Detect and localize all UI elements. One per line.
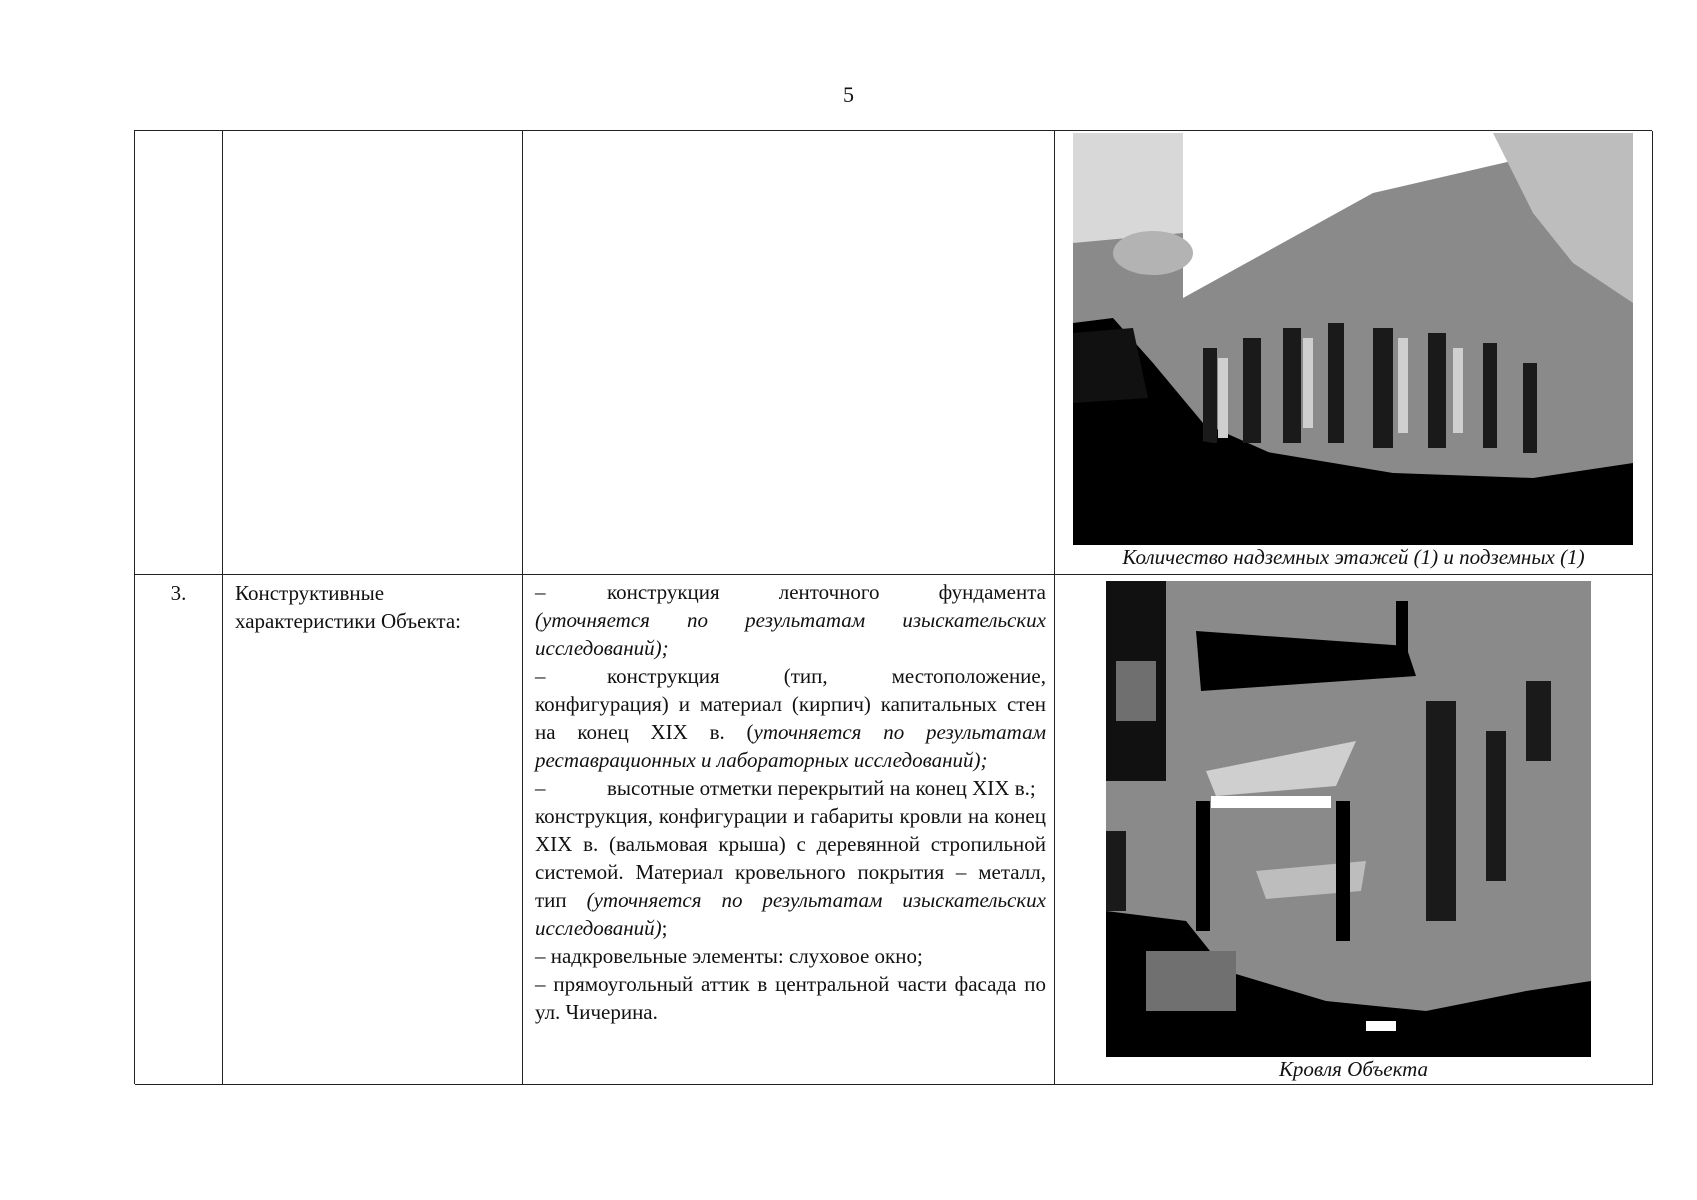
list-item-text: конструкция, конфигурации и габариты кровли на конец XIX в. (вальмовая крыша) с деревянной стропильной системой. Материал кровельного покрытия – металл, тип bbox=[535, 804, 1046, 912]
list-item-note: уточняется по результатам реставрационных и лабораторных исследований); bbox=[535, 720, 1046, 772]
list-item bbox=[535, 970, 1046, 1026]
list-dash: – bbox=[535, 944, 546, 968]
list-dash: – bbox=[535, 664, 546, 688]
list-dash: – bbox=[535, 972, 546, 996]
photo-caption: Количество надземных этажей (1) и подземных (1) bbox=[1122, 545, 1585, 569]
row-number bbox=[135, 131, 222, 137]
list-item-tail: ; bbox=[661, 916, 668, 940]
row-label-cell bbox=[223, 575, 523, 1085]
roof-photo bbox=[1106, 581, 1591, 1057]
row-number-cell bbox=[135, 575, 223, 1085]
list-item-text: конструкция ленточного фундамента bbox=[607, 580, 1046, 604]
row-label bbox=[223, 131, 522, 135]
row-description bbox=[523, 131, 1054, 134]
building-facade-photo bbox=[1073, 133, 1633, 545]
row-label: Конструктивные характеристики Объекта: bbox=[235, 581, 461, 633]
table-row bbox=[135, 131, 1653, 575]
row-description bbox=[523, 575, 1054, 1026]
list-item-text: надкровельные элементы: слуховое окно; bbox=[550, 944, 923, 968]
row-description-cell bbox=[523, 131, 1055, 575]
list-item-note: (уточняется по результатам изыскательских исследований); bbox=[535, 608, 1046, 660]
characteristics-table bbox=[134, 130, 1652, 1084]
row-label-cell bbox=[223, 131, 523, 575]
photo-caption: Кровля Объекта bbox=[1278, 1057, 1429, 1081]
list-dash: – bbox=[535, 580, 546, 604]
row-photo-cell bbox=[1055, 575, 1653, 1085]
list-item bbox=[535, 942, 1046, 970]
list-item bbox=[535, 774, 1046, 802]
list-item bbox=[535, 802, 1046, 942]
list-item-note: (уточняется по результатам изыскательских исследований) bbox=[535, 888, 1047, 940]
table-row bbox=[135, 575, 1653, 1085]
page-number: 5 bbox=[843, 82, 854, 107]
row-number-cell bbox=[135, 131, 223, 575]
list-item-text: конструкция (тип, местоположение, конфигурация) и материал (кирпич) капитальных стен на конец XIX в. ( bbox=[535, 664, 1046, 744]
row-description-cell bbox=[523, 575, 1055, 1085]
list-item bbox=[535, 662, 1046, 774]
list-item bbox=[535, 578, 1046, 662]
list-dash: – bbox=[535, 776, 546, 800]
list-item-text: прямоугольный аттик в центральной части фасада по ул. Чичерина. bbox=[535, 972, 1047, 1024]
row-number: 3. bbox=[170, 581, 187, 605]
list-item-text: высотные отметки перекрытий на конец XIX в.; bbox=[607, 776, 1036, 800]
row-photo-cell bbox=[1055, 131, 1653, 575]
